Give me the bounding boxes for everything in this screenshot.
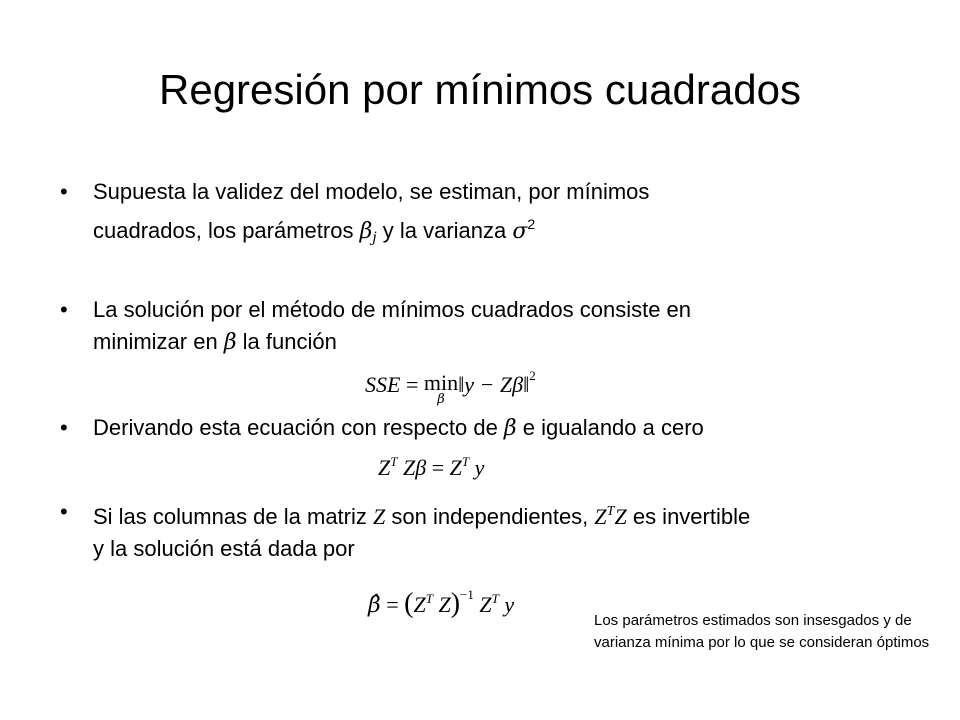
- norm-open: ‖: [458, 372, 465, 397]
- bullet-line: [93, 326, 923, 359]
- eq-z: Z: [449, 455, 462, 480]
- transpose-superscript: T: [606, 504, 615, 519]
- eq-transpose: T: [461, 454, 470, 469]
- bullet-marker: •: [60, 179, 68, 204]
- min-operator: min: [423, 370, 459, 395]
- subscript-j: j: [372, 230, 377, 246]
- eq-y: y: [474, 455, 485, 480]
- bullet-text: es invertible: [626, 504, 751, 529]
- equation-sse: [365, 368, 536, 407]
- matrix-z: Z: [614, 504, 627, 529]
- matrix-z: Z: [594, 504, 607, 529]
- bullet-marker: •: [60, 297, 68, 322]
- eq-transpose: T: [491, 591, 499, 606]
- bullet-text: Si las columnas de la matriz: [93, 504, 373, 529]
- slide-title: Regresión por mínimos cuadrados: [159, 66, 801, 113]
- eq-min: [424, 372, 458, 406]
- bullet-text: la función: [236, 329, 337, 354]
- matrix-z: Z: [373, 504, 386, 529]
- bullet-line: Supuesta la validez del modelo, se estiman, por mínimos: [93, 179, 650, 204]
- eq-superscript: 2: [529, 368, 536, 383]
- bullet-line: La solución por el método de mínimos cuadrados consiste en: [93, 297, 692, 322]
- paren-open: (: [404, 588, 414, 619]
- bullet-text: y la varianza: [376, 218, 513, 243]
- eq-equals: =: [405, 372, 419, 397]
- superscript-2: 2: [527, 216, 536, 232]
- eq-z: Z: [413, 592, 426, 617]
- beta-hat: β̂: [368, 593, 381, 618]
- eq-z: Z: [378, 455, 391, 480]
- bullet-text: son independientes,: [385, 504, 595, 529]
- beta-symbol: β: [503, 416, 517, 441]
- eq-equals: =: [431, 455, 445, 480]
- bullet-marker: •: [60, 415, 68, 440]
- eq-z: Z: [438, 592, 451, 617]
- norm-close: ‖: [523, 372, 530, 397]
- bullet-text: cuadrados, los parámetros: [93, 218, 360, 243]
- beta-symbol: β: [223, 330, 237, 355]
- eq-body: y − Zβ: [464, 372, 524, 397]
- eq-equals: =: [386, 592, 399, 617]
- paren-close: ): [450, 588, 461, 619]
- equation-solution: [368, 588, 514, 620]
- bullet-text: e igualando a cero: [516, 415, 704, 440]
- eq-y: y: [504, 592, 515, 617]
- min-subscript: β: [437, 392, 445, 407]
- bullet-line: [93, 496, 923, 533]
- equation-normal: [378, 455, 484, 481]
- sigma-symbol: σ: [512, 219, 528, 244]
- bullet-line: y la solución está dada por: [93, 536, 355, 561]
- eq-lhs: SSE: [365, 372, 401, 397]
- bullet-line: [93, 208, 923, 254]
- bullet-text: minimizar en: [93, 329, 224, 354]
- eq-term: Zβ: [402, 455, 427, 480]
- eq-transpose: T: [425, 591, 433, 606]
- bullet-marker: •: [60, 499, 68, 524]
- eq-transpose: T: [390, 454, 398, 469]
- beta-symbol: β: [359, 219, 373, 244]
- eq-z: Z: [479, 592, 492, 617]
- bullet-text: Derivando esta ecuación con respecto de: [93, 415, 504, 440]
- eq-inverse: −1: [460, 587, 474, 602]
- side-note: Los parámetros estimados son insesgados y de varianza mínima por lo que se consideran óptimos: [594, 612, 930, 651]
